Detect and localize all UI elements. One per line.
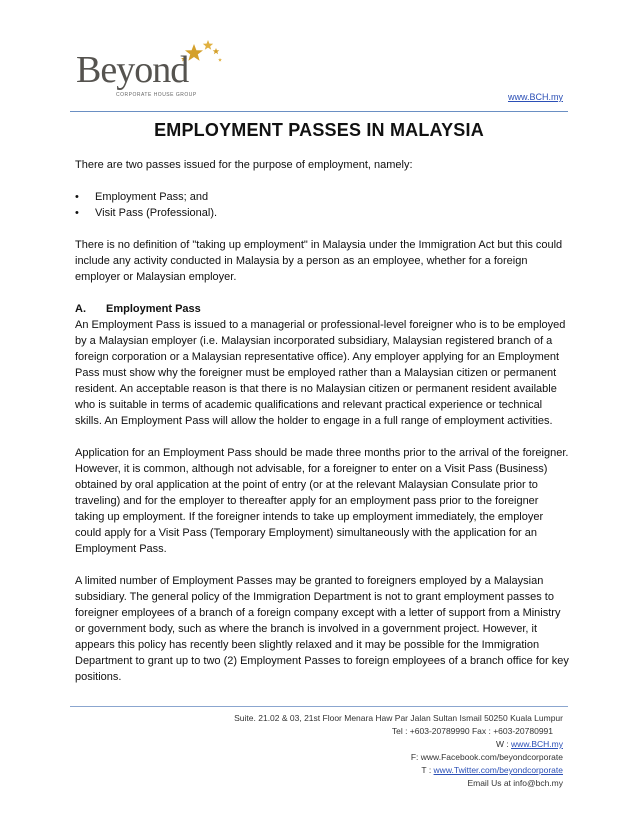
section-a-label: A. [75,303,86,315]
header-site-link[interactable]: www.BCH.my [507,92,563,102]
footer-phone: Tel : +603-20789990 Fax : +603-20780991 [391,726,553,736]
section-a-paragraph-2: Application for an Employment Pass should be made three months prior to the arrival of the foreigner. However, it is common, although not advisable, for a foreigner to enter on a Visit Pass (Business) obtained by oral application at the point of entry (or at the relevant Malaysian Consulate prior to traveling) and for the employer to thereafter apply for an employment pass prior to the foreigner taking up employment. If the foreigner intends to take up employment immediately, the employer could apply for a Visit Pass (Temporary Employment) simultaneously with the application for an Employment Pass. [75,447,569,555]
page-title: EMPLOYMENT PASSES IN MALAYSIA [154,120,484,140]
bullet-text: Visit Pass (Professional). [95,207,218,219]
footer-divider [70,706,568,707]
section-a-title: Employment Pass [106,303,201,315]
bullet-marker: • [75,207,79,219]
star-tiny [218,58,222,62]
footer-twitter [83,764,563,777]
star-medium [203,40,213,50]
star-small-1 [213,48,220,54]
beyond-logo [76,40,226,102]
intro-paragraph: There are two passes issued for the purpose of employment, namely: [75,159,413,171]
logo-wordmark: Beyond [76,49,189,91]
footer-contact [83,712,563,790]
bullet-text: Employment Pass; and [95,191,209,203]
footer-twitter-prefix: T : [421,765,434,775]
section-a-paragraph-1: An Employment Pass is issued to a managerial or professional-level foreigner who is to be employed by a Malaysian employer (i.e. Malaysian incorporated subsidiary, Malaysian registered branch of a foreign corporation or a Malaysian representative office). Any employer applying for an Employment Pass must show why the foreigner must be employed rather than a Malaysian citizen or permanent resident. An acceptable reason is that there is no Malaysian citizen or permanent resident available who is suitable in terms of academic qualifications and relevant practical experience or technical skills. An Employment Pass will allow the holder to engage in a full range of employment activities. [75,319,566,427]
footer-twitter-link[interactable]: www.Twitter.com/beyondcorporate [433,765,563,775]
bullet-item [75,205,570,221]
bullet-item [75,189,570,205]
footer-email: Email Us at info@bch.my [467,778,563,788]
footer-web-prefix: W : [495,739,512,749]
bullet-marker: • [75,191,79,203]
document-body [75,157,570,685]
footer-web [83,738,563,751]
definition-paragraph: There is no definition of "taking up employment" in Malaysia under the Immigration Act but this could include any activity conducted in Malaysia by a person as an employee, whether for a foreign employer or Malaysian employer. [75,239,563,283]
section-a-paragraph-3: A limited number of Employment Passes may be granted to foreigners employed by a Malaysian subsidiary. The general policy of the Immigration Department is not to grant employment passes to foreigner employees of a branch of a foreign company except with a letter of support from a Ministry or government body, such as where the branch is involved in a government project. However, it appears this policy has recently been slightly relaxed and it may be possible for the Immigration Department to grant up to two (2) Employment Passes to foreign employees of a branch office for key positions. [75,575,569,683]
header-divider [70,111,568,112]
footer-facebook: F: www.Facebook.com/beyondcorporate [410,752,563,762]
logo-tagline: CORPORATE HOUSE GROUP [116,92,197,98]
footer-address: Suite. 21.02 & 03, 21st Floor Menara Haw Par Jalan Sultan Ismail 50250 Kuala Lumpur [234,713,563,723]
footer-web-link[interactable]: www.BCH.my [511,739,563,749]
section-a-heading [75,301,570,317]
